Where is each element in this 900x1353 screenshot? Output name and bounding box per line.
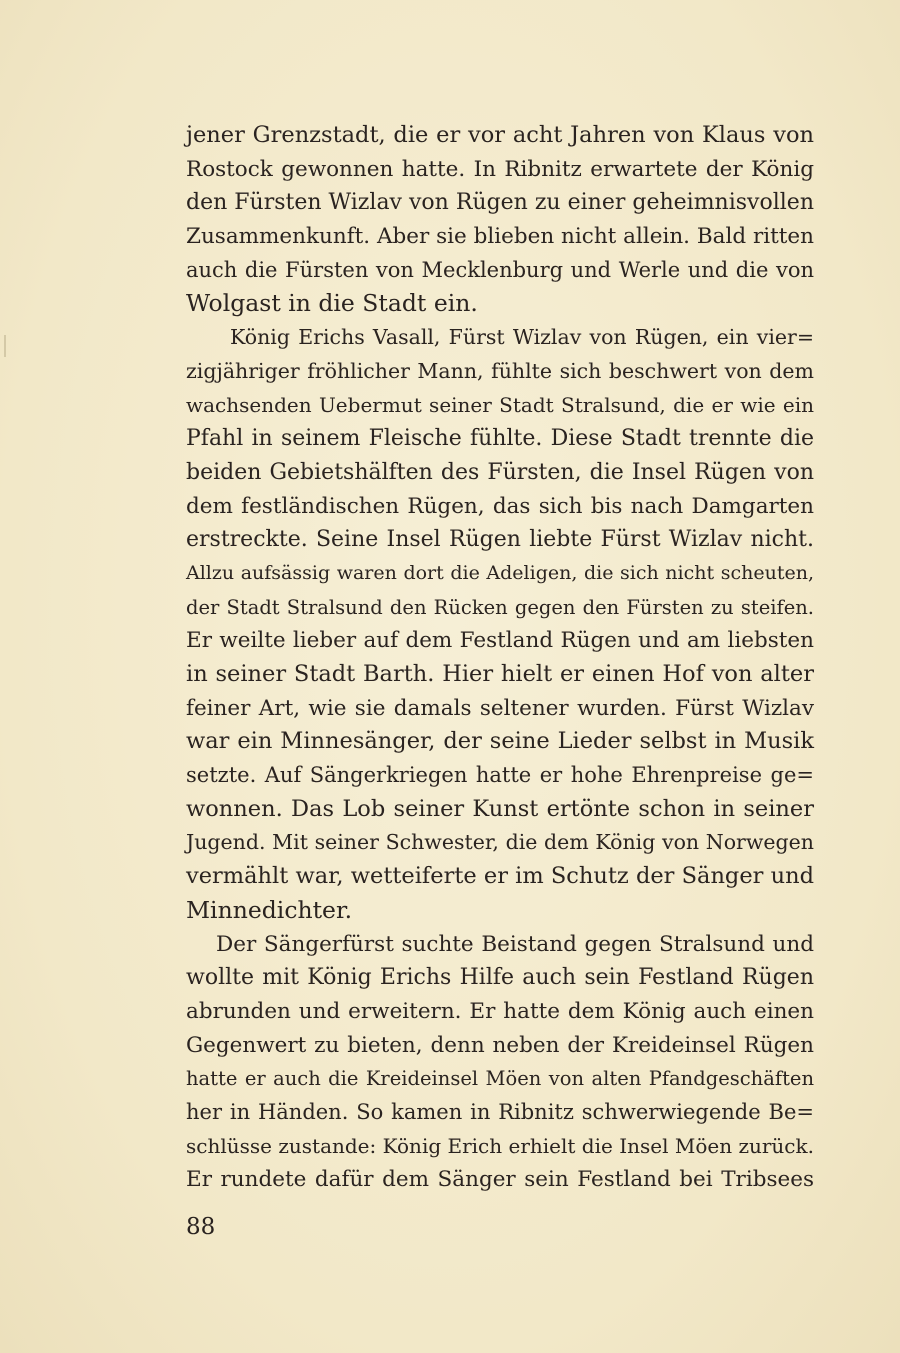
paragraph-first-line: König Erichs Vasall, Fürst Wizlav von Rügen, ein vier= [230,325,814,350]
text-line: Rostock gewonnen hatte. In Ribnitz erwartete der König [186,156,814,182]
text-line: dem festländischen Rügen, das sich bis nach Damgarten [186,493,814,519]
text-line: hatte er auch die Kreideinsel Möen von alten Pfandgeschäften [186,1067,814,1091]
text-line: erstreckte. Seine Insel Rügen liebte Fürst Wizlav nicht. [186,527,814,553]
body-text [186,119,814,1197]
text-line: feiner Art, wie sie damals seltener wurden. Fürst Wizlav [186,695,814,721]
text-line: Pfahl in seinem Fleische fühlte. Diese Stadt trennte die [186,426,814,452]
page-number: 88 [186,1214,216,1240]
text-line: wollte mit König Erichs Hilfe auch sein Festland Rügen [186,965,814,991]
text-line: abrunden und erweitern. Er hatte dem König auch einen [186,998,814,1024]
text-line: Zusammenkunft. Aber sie blieben nicht allein. Bald ritten [186,224,814,250]
text-line: zigjähriger fröhlicher Mann, fühlte sich beschwert von dem [186,358,814,383]
text-line: in seiner Stadt Barth. Hier hielt er einen Hof von alter [186,661,814,687]
text-line: vermählt war, wetteiferte er im Schutz der Sänger und [186,863,814,890]
text-line: Er weilte lieber auf dem Festland Rügen und am liebsten [186,628,814,654]
text-line: den Fürsten Wizlav von Rügen zu einer geheimnisvollen [186,190,814,216]
text-line: Jugend. Mit seiner Schwester, die dem König von Norwegen [186,830,814,855]
text-line: beiden Gebietshälften des Fürsten, die Insel Rügen von [186,459,814,485]
text-line: jener Grenzstadt, die er vor acht Jahren von Klaus von [186,122,814,148]
page-edge-mark [4,335,6,357]
text-line: auch die Fürsten von Mecklenburg und Werle und die von [186,257,814,282]
text-line: her in Händen. So kamen in Ribnitz schwerwiegende Be= [186,1099,814,1124]
text-line: Minnedichter. [186,895,353,924]
text-line: Allzu aufsässig waren dort die Adeligen, die sich nicht scheuten, [186,561,814,584]
text-line: schlüsse zustande: König Erich erhielt die Insel Möen zurück. [186,1133,814,1158]
text-line: Gegenwert zu bieten, denn neben der Kreideinsel Rügen [186,1032,814,1058]
paragraph-first-line: Der Sängerfürst suchte Beistand gegen Stralsund und [216,931,814,957]
text-line: setzte. Auf Sängerkriegen hatte er hohe Ehrenpreise ge= [186,763,814,788]
text-line: Er rundete dafür dem Sänger sein Festland bei Tribsees [186,1167,814,1193]
text-line: wonnen. Das Lob seiner Kunst ertönte schon in seiner [186,795,814,822]
text-line: der Stadt Stralsund den Rücken gegen den Fürsten zu steifen. [186,595,814,619]
text-line: war ein Minnesänger, der seine Lieder selbst in Musik [186,728,814,755]
text-line: wachsenden Uebermut seiner Stadt Stralsund, die er wie ein [186,392,814,417]
text-line: Wolgast in die Stadt ein. [186,289,478,318]
